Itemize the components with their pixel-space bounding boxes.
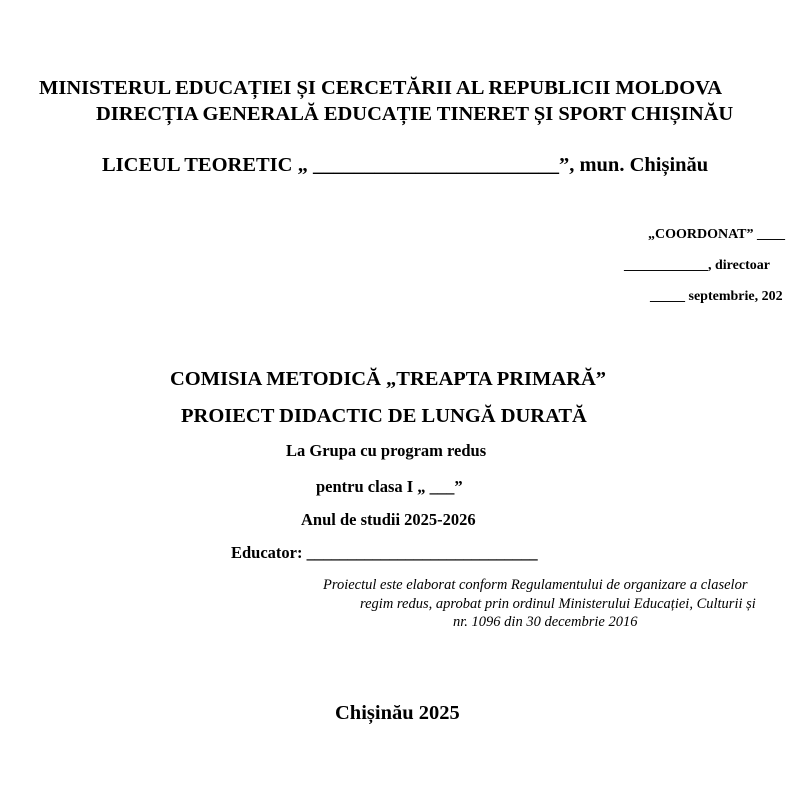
direction-heading: DIRECȚIA GENERALĂ EDUCAȚIE TINERET ȘI SPORT CHIȘINĂU	[96, 103, 734, 125]
project-title: PROIECT DIDACTIC DE LUNGĂ DURATĂ	[181, 405, 587, 427]
regulation-note-line-2: regim redus, aprobat prin ordinul Ministerului Educației, Culturii și	[360, 596, 756, 612]
group-subtitle: La Grupa cu program redus	[286, 441, 487, 460]
regulation-note-line-1: Proiectul este elaborat conform Regulamentului de organizare a claselor	[323, 577, 748, 593]
approval-director: ____________, directoar	[624, 258, 770, 273]
regulation-note-line-3: nr. 1096 din 30 decembrie 2016	[453, 614, 638, 630]
approval-date: _____ septembrie, 202	[650, 289, 783, 304]
educator-field: Educator: ____________________________	[231, 543, 538, 562]
approval-coordonat: „COORDONAT” ____	[648, 227, 786, 242]
school-heading: LICEUL TEORETIC „ ________________________”, mun. Chișinău	[102, 154, 709, 176]
class-subtitle: pentru clasa I „ ___”	[316, 477, 463, 496]
study-year: Anul de studii 2025-2026	[301, 510, 476, 529]
commission-title: COMISIA METODICĂ „TREAPTA PRIMARĂ”	[170, 368, 607, 390]
place-and-year: Chișinău 2025	[335, 702, 460, 724]
ministry-heading: MINISTERUL EDUCAȚIEI ȘI CERCETĂRII AL REPUBLICII MOLDOVA	[39, 77, 723, 99]
